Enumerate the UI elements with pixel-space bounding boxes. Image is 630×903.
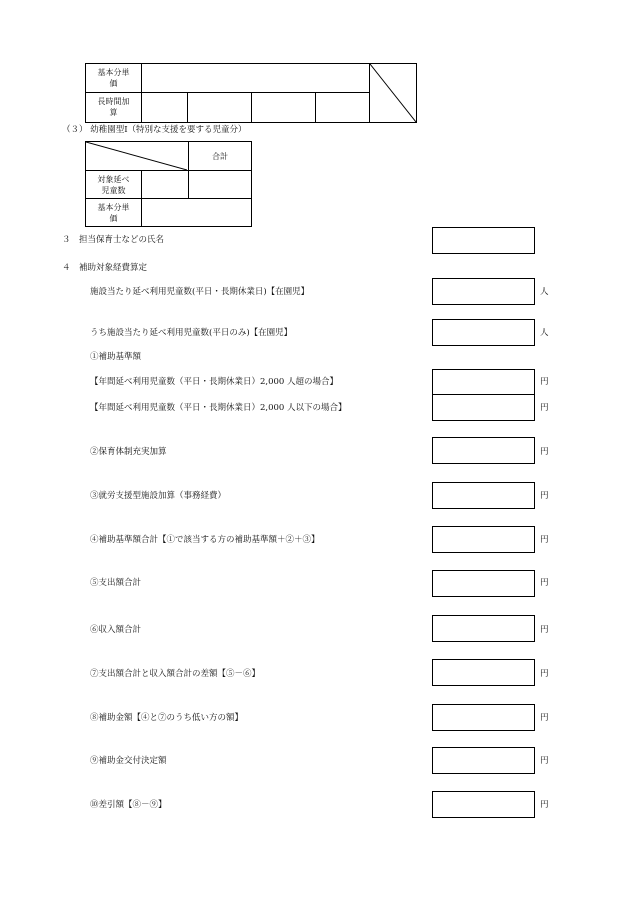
long-hours-cell-3[interactable] bbox=[252, 92, 316, 122]
item-3-label: ３ 担当保育士などの氏名 bbox=[62, 235, 165, 245]
row-text: ⑧補助金額【④と⑦のうち低い方の額】 bbox=[90, 713, 244, 723]
unit-label: 円 bbox=[540, 625, 549, 635]
input-box[interactable] bbox=[432, 369, 535, 396]
unit-label: 円 bbox=[540, 800, 549, 810]
section-3-heading: （３） 幼稚園型Ⅰ（特別な支援を要する児童分） bbox=[62, 125, 247, 135]
input-box[interactable] bbox=[432, 482, 535, 509]
input-box[interactable] bbox=[432, 659, 535, 686]
unit-label: 円 bbox=[540, 756, 549, 766]
input-box[interactable] bbox=[432, 615, 535, 642]
unit-label: 円 bbox=[540, 403, 549, 413]
target-children-total[interactable] bbox=[189, 171, 252, 199]
row-text: ⑤支出額合計 bbox=[90, 578, 142, 588]
input-box[interactable] bbox=[432, 747, 535, 774]
input-box[interactable] bbox=[432, 437, 535, 464]
long-hours-label: 長時間加算 bbox=[86, 92, 142, 122]
row-text: 【年間延べ利用児童数（平日・長期休業日）2,000 人超の場合】 bbox=[90, 377, 339, 387]
unit-label: 円 bbox=[540, 377, 549, 387]
row-text: ②保育体制充実加算 bbox=[90, 447, 167, 457]
unit-label: 人 bbox=[540, 328, 549, 338]
unit-label: 円 bbox=[540, 669, 549, 679]
input-box[interactable] bbox=[432, 570, 535, 597]
row-text: ⑩差引額【⑧－⑨】 bbox=[90, 800, 167, 810]
unit-label: 円 bbox=[540, 578, 549, 588]
basic-rate-value-cell[interactable] bbox=[142, 64, 370, 93]
row-text: うち施設当たり延べ利用児童数(平日のみ)【在園児】 bbox=[90, 328, 293, 338]
long-hours-cell-4[interactable] bbox=[316, 92, 370, 122]
unit-label: 人 bbox=[540, 287, 549, 297]
input-box[interactable] bbox=[432, 791, 535, 818]
input-box[interactable] bbox=[432, 704, 535, 731]
item-4-label: ４ 補助対象経費算定 bbox=[62, 263, 148, 273]
diagonal-line bbox=[370, 64, 416, 122]
input-box[interactable] bbox=[432, 526, 535, 553]
row-text: ④補助基準額合計【①で該当する方の補助基準額＋②＋③】 bbox=[90, 535, 320, 545]
row-text: ⑥収入額合計 bbox=[90, 625, 142, 635]
top-rate-table bbox=[85, 63, 417, 123]
row-text: ①補助基準額 bbox=[90, 352, 142, 362]
unit-label: 円 bbox=[540, 535, 549, 545]
row-text: 施設当たり延べ利用児童数(平日・長期休業日)【在園児】 bbox=[90, 287, 310, 297]
target-children-cell-1[interactable] bbox=[142, 171, 189, 199]
header-diagonal-line bbox=[86, 142, 187, 170]
diagonal-cell bbox=[370, 64, 417, 123]
staff-name-box[interactable] bbox=[432, 227, 535, 254]
unit-label: 円 bbox=[540, 713, 549, 723]
input-box[interactable] bbox=[432, 278, 535, 305]
row-text: 【年間延べ利用児童数（平日・長期休業日）2,000 人以下の場合】 bbox=[90, 403, 347, 413]
target-children-label: 対象延べ児童数 bbox=[86, 171, 142, 199]
long-hours-cell-2[interactable] bbox=[188, 92, 252, 122]
row-text: ⑦支出額合計と収入額合計の差額【⑤－⑥】 bbox=[90, 669, 261, 679]
unit-label: 円 bbox=[540, 447, 549, 457]
unit-label: 円 bbox=[540, 491, 549, 501]
input-box[interactable] bbox=[432, 394, 535, 421]
total-header: 合計 bbox=[189, 142, 252, 171]
long-hours-cell-1[interactable] bbox=[142, 92, 188, 122]
row-text: ③就労支援型施設加算（事務経費） bbox=[90, 491, 227, 501]
kindergarten-type-table bbox=[85, 141, 252, 227]
basic-rate-label: 基本分単価 bbox=[86, 64, 142, 93]
input-box[interactable] bbox=[432, 319, 535, 346]
row-text: ⑨補助金交付決定額 bbox=[90, 756, 167, 766]
basic-rate-value-2[interactable] bbox=[142, 199, 252, 227]
basic-rate-label-2: 基本分単価 bbox=[86, 199, 142, 227]
header-diagonal-cell bbox=[86, 142, 189, 171]
